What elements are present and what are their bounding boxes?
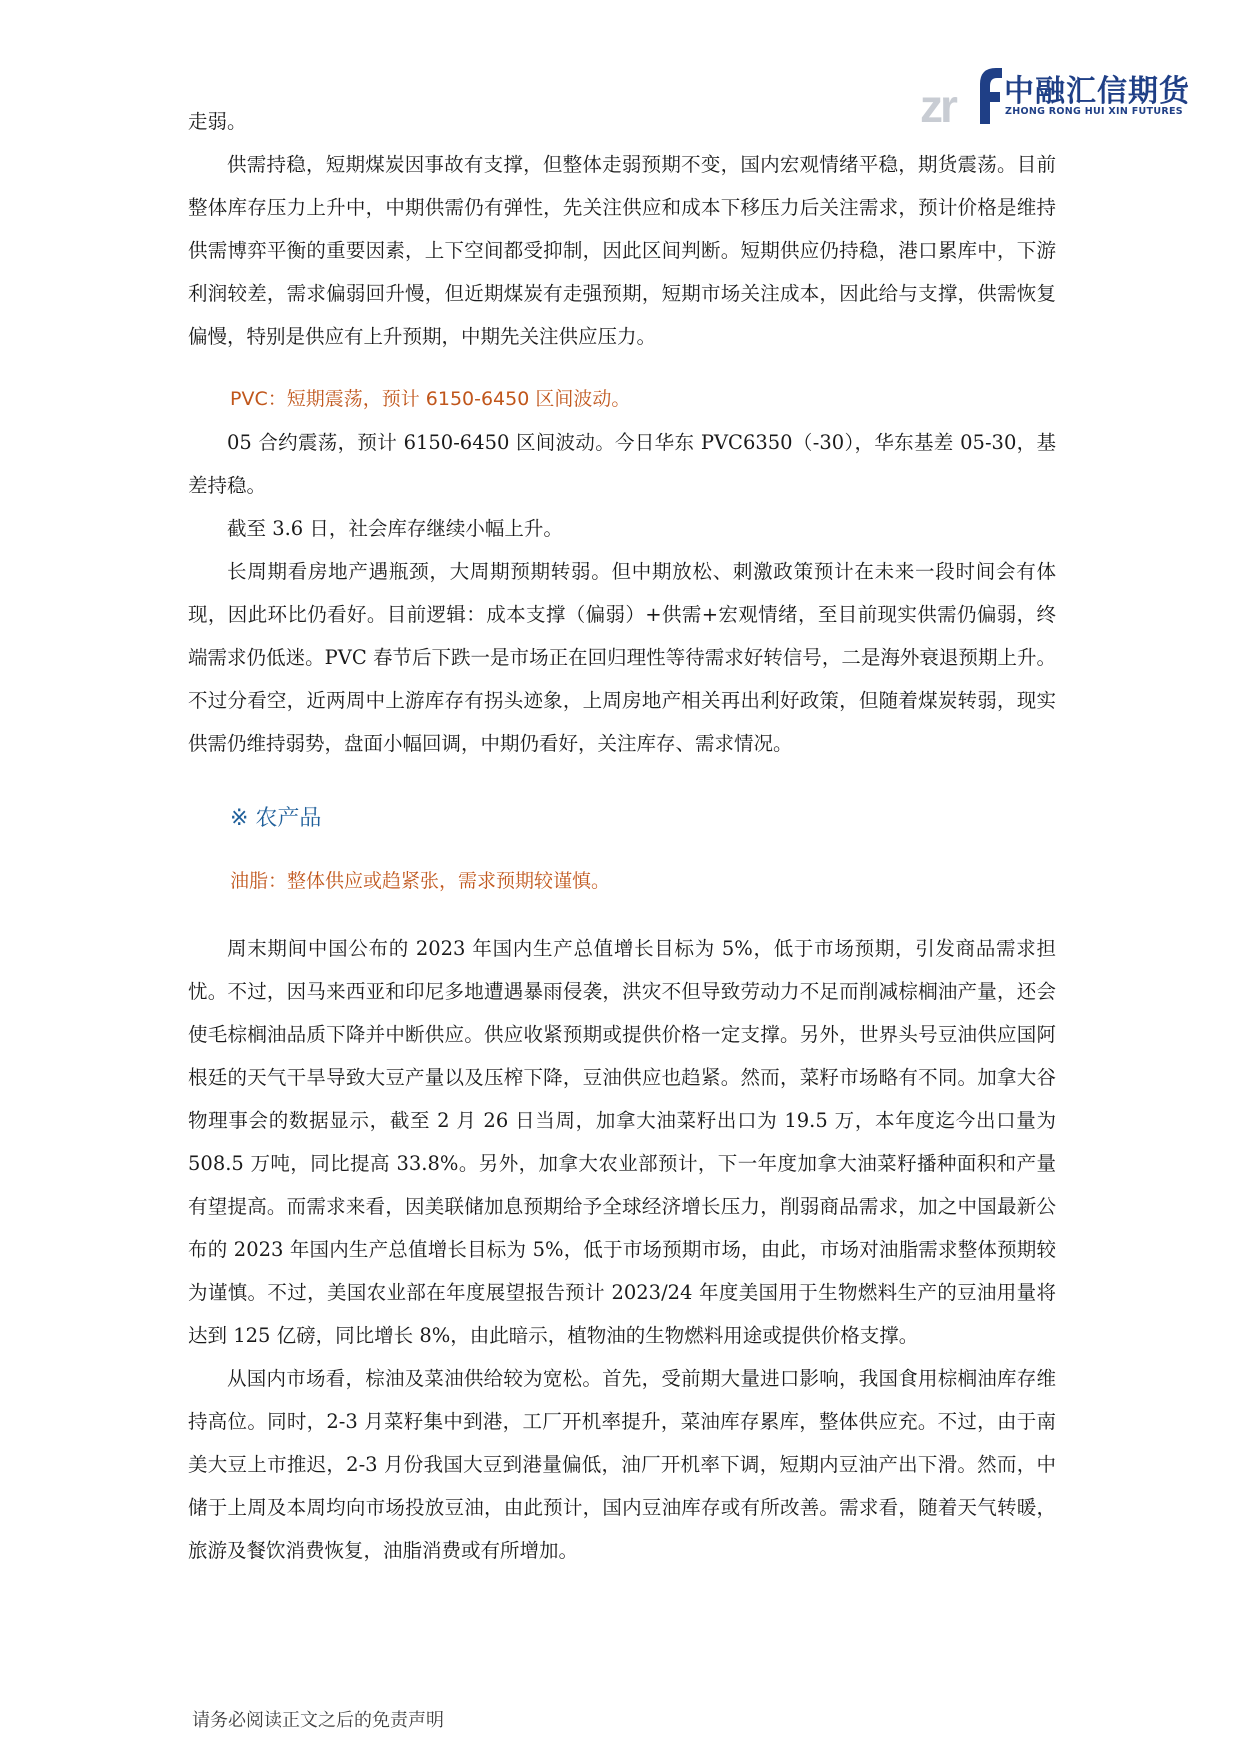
oil-paragraph-domestic: 从国内市场看，棕油及菜油供给较为宽松。首先，受前期大量进口影响，我国食用棕榈油库存维持高位。同时，2-3 月菜籽集中到港，工厂开机率提升，菜油库存累库，整体供应充。不过，由于南美大豆上市推迟，2-3 月份我国大豆到港量偏低，油厂开机率下调，短期内豆油产出下滑。然而，中储于上周及本周均向市场投放豆油，由此预计，国内豆油库存或有所改善。需求看，随着天气转暖，旅游及餐饮消费恢复，油脂消费或有所增加。 [188,1367,1056,1562]
document-body [188,100,1056,1572]
paragraph-continuation: 走弱。 [188,110,247,133]
logo-chinese-name: 中融汇信期货 [1004,74,1190,109]
section-heading-agriculture: ※ 农产品 [230,806,322,831]
oil-heading: 油脂：整体供应或趋紧张，需求预期较谨慎。 [230,870,611,892]
oil-paragraph-global: 周末期间中国公布的 2023 年国内生产总值增长目标为 5%，低于市场预期，引发商品需求担忧。不过，因马来西亚和印尼多地遭遇暴雨侵袭，洪灾不但导致劳动力不足而削减棕榈油产量，还会使毛棕榈油品质下降并中断供应。供应收紧预期或提供价格一定支撑。另外，世界头号豆油供应国阿根廷的天气干旱导致大豆产量以及压榨下降，豆油供应也趋紧。然而，菜籽市场略有不同。加拿大谷物理事会的数据显示，截至 2 月 26 日当周，加拿大油菜籽出口为 19.5 万，本年度迄今出口量为 508.5 万吨，同比提高 33.8%。另外，加拿大农业部预计，下一年度加拿大油菜籽播种面积和产量有望提高。而需求来看，因美联储加息预期给予全球经济增长压力，削弱商品需求，加之中国最新公布的 2023 年国内生产总值增长目标为 5%，低于市场预期市场，由此，市场对油脂需求整体预期较为谨慎。不过，美国农业部在年度展望报告预计 2023/24 年度美国用于生物燃料生产的豆油用量将达到 125 亿磅，同比增长 8%，由此暗示，植物油的生物燃料用途或提供价格支撑。 [188,937,1056,1347]
pvc-paragraph-contract: 05 合约震荡，预计 6150-6450 区间波动。今日华东 PVC6350（-30），华东基差 05-30，基差持稳。 [188,431,1056,497]
logo-english-name: ZHONG RONG HUI XIN FUTURES [1005,106,1183,117]
footer-disclaimer: 请务必阅读正文之后的免责声明 [192,1710,444,1731]
pvc-paragraph-outlook: 长周期看房地产遇瓶颈，大周期预期转弱。但中期放松、刺激政策预计在未来一段时间会有体现，因此环比仍看好。目前逻辑：成本支撑（偏弱）+供需+宏观情绪，至目前现实供需仍偏弱，终端需求仍低迷。PVC 春节后下跌一是市场正在回归理性等待需求好转信号，二是海外衰退预期上升。不过分看空，近两周中上游库存有拐头迹象，上周房地产相关再出利好政策，但随着煤炭转弱，现实供需仍维持弱势，盘面小幅回调，中期仍看好，关注库存、需求情况。 [188,560,1056,755]
svg-text:zr: zr [920,80,955,126]
pvc-paragraph-inventory: 截至 3.6 日，社会库存继续小幅上升。 [227,517,563,540]
pvc-heading: PVC：短期震荡，预计 6150-6450 区间波动。 [230,388,631,410]
paragraph-supply-demand: 供需持稳，短期煤炭因事故有支撑，但整体走弱预期不变，国内宏观情绪平稳，期货震荡。目前整体库存压力上升中，中期供需仍有弹性，先关注供应和成本下移压力后关注需求，预计价格是维持供需博弈平衡的重要因素，上下空间都受抑制，因此区间判断。短期供应仍持稳，港口累库中，下游利润较差，需求偏弱回升慢，但近期煤炭有走强预期，短期市场关注成本，因此给与支撑，供需恢复偏慢，特别是供应有上升预期，中期先关注供应压力。 [188,153,1056,348]
